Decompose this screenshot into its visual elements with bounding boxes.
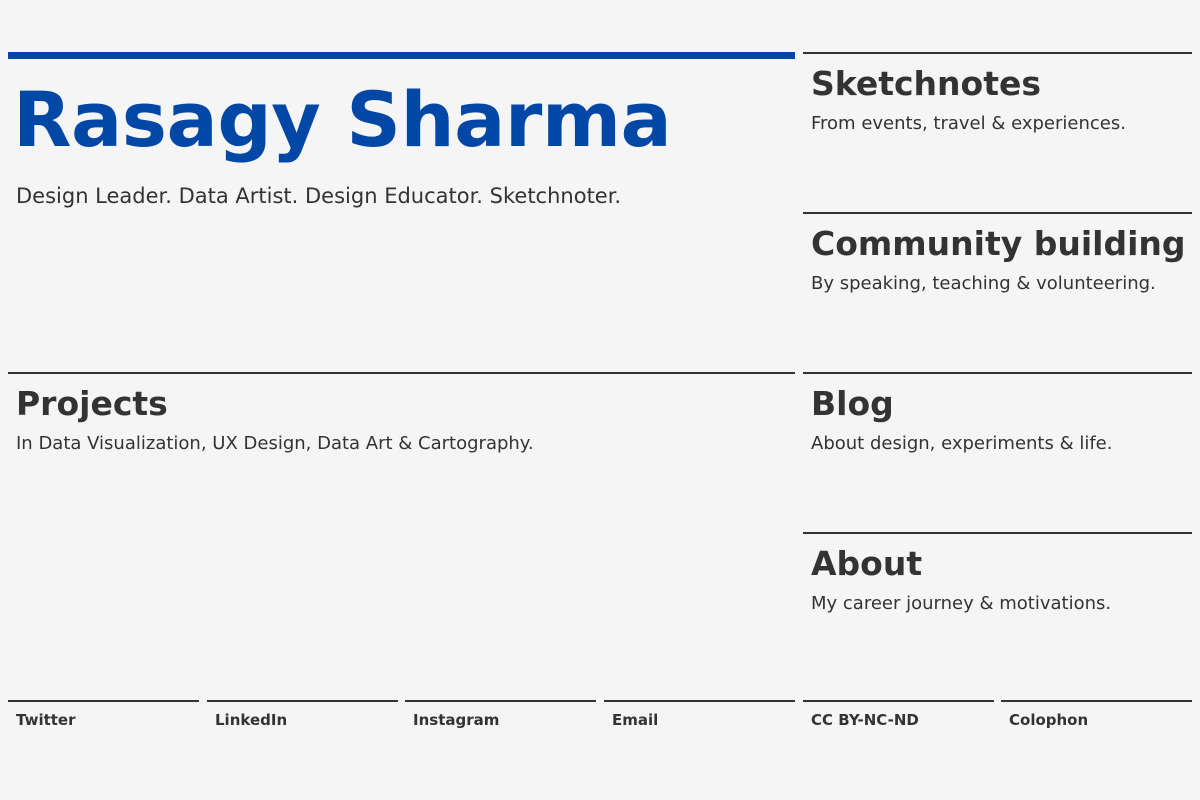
- site-title[interactable]: Rasagy Sharma: [13, 75, 672, 164]
- colophon-link[interactable]: [1001, 700, 1192, 740]
- sketchnotes-title[interactable]: Sketchnotes: [811, 64, 1042, 103]
- sketchnotes-card[interactable]: [803, 52, 1192, 202]
- blog-description: About design, experiments & life.: [811, 433, 1113, 454]
- license-link[interactable]: [803, 700, 994, 740]
- sketchnotes-description: From events, travel & experiences.: [811, 113, 1126, 134]
- blog-card[interactable]: [803, 372, 1192, 522]
- instagram-link[interactable]: [405, 700, 596, 740]
- license-link-label: CC BY-NC-ND: [811, 711, 919, 729]
- community-building-description: By speaking, teaching & volunteering.: [811, 273, 1156, 294]
- projects-title[interactable]: Projects: [16, 384, 168, 423]
- twitter-link-label: Twitter: [16, 711, 76, 729]
- community-building-title[interactable]: Community building: [811, 224, 1186, 263]
- instagram-link-label: Instagram: [413, 711, 500, 729]
- projects-description: In Data Visualization, UX Design, Data Art & Cartography.: [16, 433, 534, 454]
- blog-title[interactable]: Blog: [811, 384, 894, 423]
- twitter-link[interactable]: [8, 700, 199, 740]
- site-tagline: Design Leader. Data Artist. Design Educator. Sketchnoter.: [16, 184, 622, 208]
- colophon-link-label: Colophon: [1009, 711, 1089, 729]
- email-link[interactable]: [604, 700, 795, 740]
- community-building-card[interactable]: [803, 212, 1192, 362]
- email-link-label: Email: [612, 711, 659, 729]
- linkedin-link-label: LinkedIn: [215, 711, 288, 729]
- linkedin-link[interactable]: [207, 700, 398, 740]
- about-card[interactable]: [803, 532, 1192, 682]
- about-title[interactable]: About: [811, 544, 923, 583]
- about-description: My career journey & motivations.: [811, 593, 1112, 614]
- projects-card[interactable]: [8, 372, 795, 672]
- hero-section: [8, 52, 795, 352]
